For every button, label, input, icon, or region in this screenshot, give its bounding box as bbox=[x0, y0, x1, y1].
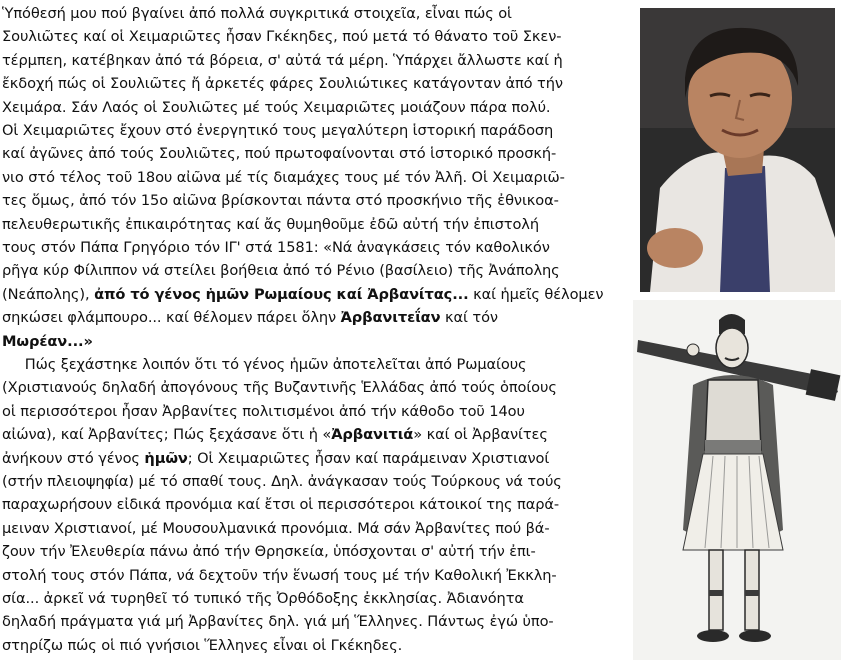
text-line bbox=[2, 236, 632, 259]
text-segment: (στήν πλειοψηφία) μέ τό σπαθί τους. Δηλ. ἀνάγκασαν τούς Τούρκους νά τούς bbox=[2, 473, 562, 490]
text-segment: Οἱ Χειμαριῶτες ἔχουν στό ἐνεργητικό τους μεγαλύτερη ἱστορική παράδοση bbox=[2, 122, 554, 139]
text-segment: καί τόν bbox=[440, 309, 498, 327]
text-segment: (Χριστιανούς δηλαδή ἀπογόνους τῆς Βυζαντινῆς Ἑλλάδας ἀπό τούς ὁποίους bbox=[2, 379, 557, 397]
text-segment: τους στόν Πάπα Γρηγόριο τόν ΙΓ' στά 1581: «Νά ἀναγκάσεις τόν καθολικόν bbox=[2, 239, 550, 256]
text-line bbox=[2, 493, 632, 516]
bold-text-segment: Ἀρβανιτεΐαν bbox=[340, 309, 441, 327]
text-line bbox=[2, 213, 632, 236]
portrait-photo-icon bbox=[640, 8, 835, 292]
text-line bbox=[2, 587, 632, 610]
text-segment: παραχωρήσουν εἰδικά προνόμια καί ἔτσι οἱ περισσότεροι κάτοικοί της παρά- bbox=[2, 496, 560, 514]
text-segment: » καί οἱ Ἀρβανίτες bbox=[413, 426, 548, 444]
text-line bbox=[2, 564, 632, 587]
text-line bbox=[2, 259, 632, 282]
text-line bbox=[2, 447, 632, 470]
soldier-engraving bbox=[633, 300, 841, 660]
text-segment: ἔκδοχή πώς οἱ Σουλιῶτες ἤ ἀρκετές φάρες Σουλιώτικες κατάγονταν ἀπό τήν bbox=[2, 75, 563, 93]
text-segment: μειναν Χριστιανοί, μέ Μουσουλμανικά προνόμια. Μά σάν Ἀρβανίτες πού βά- bbox=[2, 519, 550, 537]
text-line bbox=[2, 283, 632, 306]
text-segment: πελευθερωτικῆς ἐπικαιρότητας καί ἄς θυμηθοῦμε ἐδῶ αὐτή τήν ἐπιστολή bbox=[2, 215, 539, 233]
text-line bbox=[2, 96, 632, 119]
text-line bbox=[2, 423, 632, 446]
text-segment: ἀνήκουν στό γένος bbox=[2, 449, 145, 467]
text-segment: τες ὅμως, ἀπό τόν 15ο αἰῶνα βρίσκονται πάντα στό προσκήνιο τῆς ἐθνικοα- bbox=[2, 192, 559, 210]
text-segment: Χειμάρα. Σάν Λαός οἱ Σουλιῶτες μέ τούς Χειμαριῶτες μοιάζουν πάρα πολύ. bbox=[2, 98, 551, 116]
text-segment: καί ἀγῶνες ἀπό τούς Σουλιῶτες, πού πρωτοφαίνονται στό ἱστορικό προσκή- bbox=[2, 145, 557, 163]
text-segment: τέρμπεη, κατέβηκαν ἀπό τά βόρεια, σ' αὐτά τά μέρη. Ὑπάρχει ἄλλωστε καί ἡ bbox=[2, 51, 563, 69]
text-segment: Σουλιῶτες καί οἱ Χειμαριῶτες ἦσαν Γκέκηδες, πού μετά τό θάνατο τοῦ Σκεν- bbox=[2, 28, 562, 46]
bold-text-segment: ἀπό τό γένος ἡμῶν Ρωμαίους καί Ἀρβανίτας... bbox=[94, 285, 469, 303]
text-segment: σηκώσει φλάμπουρο... καί θέλομεν πάρει ὅλην bbox=[2, 309, 341, 327]
text-segment: Ὑπόθεσή μου πού βγαίνει ἀπό πολλά συγκριτικά στοιχεῖα, εἶναι πώς οἱ bbox=[2, 5, 512, 22]
text-line bbox=[2, 49, 632, 72]
text-line bbox=[2, 189, 632, 212]
bold-text-segment: ἡμῶν bbox=[144, 449, 188, 467]
text-line bbox=[2, 2, 632, 25]
text-segment: ρῆγα κύρ Φίλιππον νά στείλει βοήθεια ἀπό τό Ρένιο (βασίλειο) τῆς Ἀνάπολης bbox=[2, 262, 560, 280]
text-line bbox=[2, 25, 632, 48]
text-line bbox=[2, 540, 632, 563]
text-segment: ; Οἱ Χειμαριῶτες ἦσαν καί παράμειναν Χριστιανοί bbox=[187, 449, 550, 467]
bold-text-segment: Ἀρβανιτιά bbox=[331, 426, 414, 444]
text-segment: δηλαδή πράγματα γιά μή Ἀρβανίτες δηλ. γιά μή Ἕλληνες. Πάντως ἐγώ ὑπο- bbox=[2, 613, 554, 631]
text-line bbox=[2, 470, 632, 493]
text-line bbox=[2, 330, 632, 353]
text-segment: αἰώνα), καί Ἀρβανίτες; Πώς ξεχάσανε ὅτι ἡ « bbox=[2, 426, 332, 444]
text-line bbox=[2, 353, 632, 376]
text-segment: στολή τους στόν Πάπα, νά δεχτοῦν τήν ἕνωσή τους μέ τήν Καθολική Ἐκκλη- bbox=[2, 566, 557, 584]
bold-text-segment: Μωρέαν...» bbox=[2, 332, 93, 350]
albanian-soldier-engraving-icon bbox=[633, 300, 841, 660]
text-segment: ζουν τήν Ἐλευθερία πάνω ἀπό τήν Θρησκεία, ὑπόσχονται σ' αὐτή τήν ἐπι- bbox=[2, 543, 536, 561]
text-line bbox=[2, 517, 632, 540]
text-segment: οἱ περισσότεροι ἦσαν Ἀρβανίτες πολιτισμένοι ἀπό τήν κάθοδο τοῦ 14ου bbox=[2, 402, 525, 420]
text-line bbox=[2, 119, 632, 142]
text-line bbox=[2, 634, 632, 657]
text-line bbox=[2, 166, 632, 189]
article-text bbox=[2, 2, 632, 662]
text-line bbox=[2, 306, 632, 329]
portrait-photo bbox=[640, 8, 835, 292]
text-line bbox=[2, 400, 632, 423]
text-line bbox=[2, 376, 632, 399]
text-line bbox=[2, 142, 632, 165]
text-segment: (Νεάπολης), bbox=[2, 285, 95, 303]
text-segment: νιο στό τέλος τοῦ 18ου αἰῶνα μέ τίς διαμάχες τους μέ τόν Ἀλῆ. Οἱ Χειμαριῶ- bbox=[2, 168, 565, 186]
text-line bbox=[2, 72, 632, 95]
text-segment: καί ἡμεῖς θέλομεν bbox=[468, 285, 604, 303]
text-segment: σία... ἀρκεῖ νά τυρηθεῖ τό τυπικό τῆς Ὀρθόδοξης ἐκκλησίας. Ἀδιανόητα bbox=[2, 590, 524, 607]
text-segment: Πώς ξεχάστηκε λοιπόν ὅτι τό γένος ἡμῶν ἀποτελεῖται ἀπό Ρωμαίους bbox=[2, 356, 527, 373]
text-line bbox=[2, 610, 632, 633]
text-segment: στηρίζω πώς οἱ πιό γνήσιοι Ἕλληνες εἶναι οἱ Γκέκηδες. bbox=[2, 636, 403, 654]
